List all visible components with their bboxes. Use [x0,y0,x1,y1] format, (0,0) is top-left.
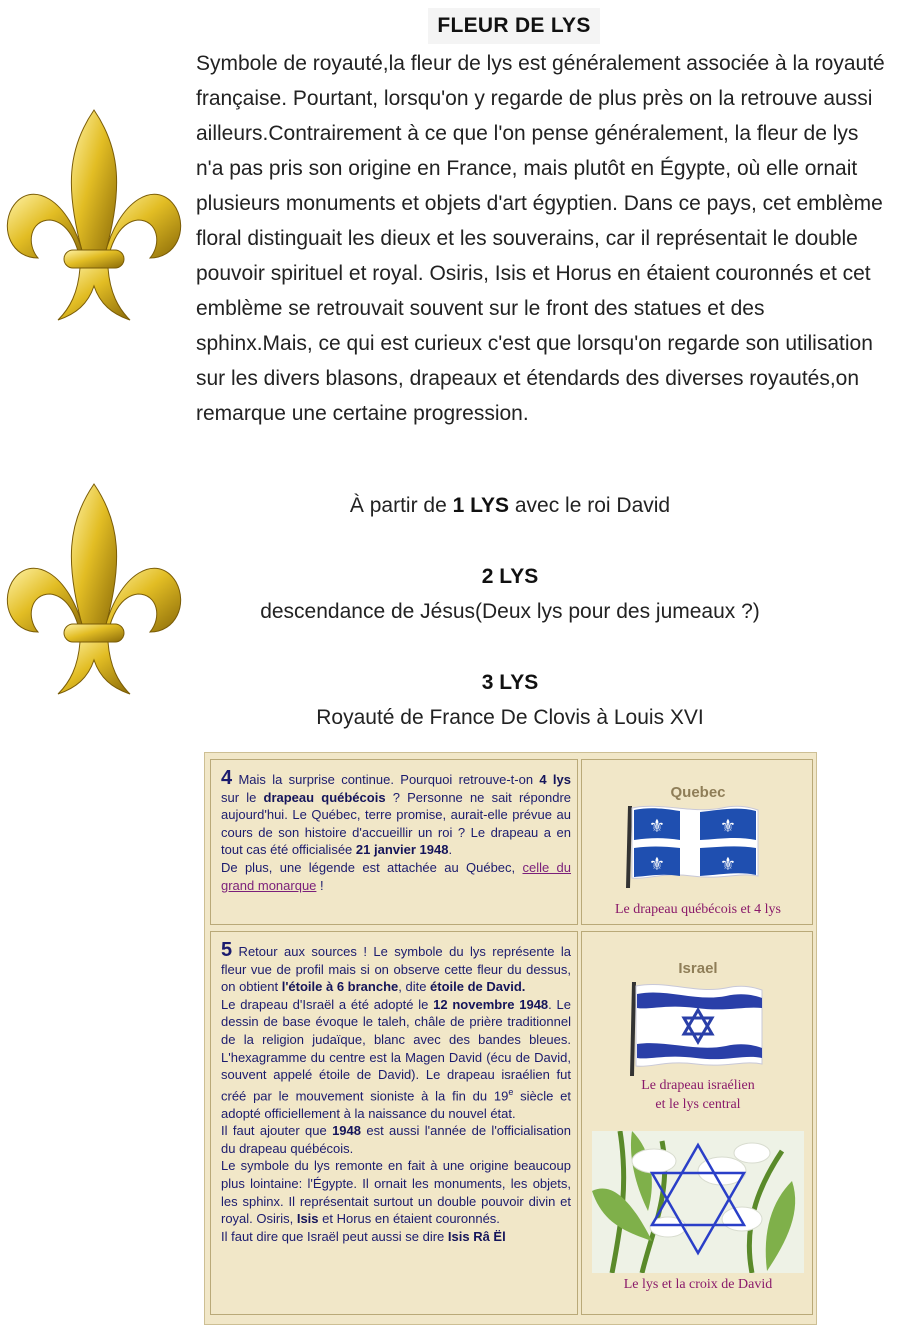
lys-2-text: descendance de Jésus(Deux lys pour des jumeaux ?) [260,600,760,623]
block-5-text [221,939,571,1245]
fleur-de-lys-image-bottom [0,482,188,702]
block-5-p1d: étoile de David. [430,979,526,995]
lys-1-pre: À partir de [349,494,453,517]
israel-caption-2: et le lys central [655,1097,741,1112]
block-5-p1c: , dite [398,979,431,995]
block-5-p2a: Le drapeau d'Israël a été adopté le [221,996,434,1012]
block-4-b3: 21 janvier 1948 [355,842,449,858]
block-4-text [221,767,572,894]
lys-1-line [200,494,820,518]
lily-star-image [592,1131,804,1273]
block-4-t6: ! [316,877,324,893]
block-4-cell [210,759,578,925]
svg-text:⚜: ⚜ [719,816,737,836]
block-5-p4b: Isis [296,1211,319,1227]
block-5-p3a: Il faut ajouter que [221,1123,333,1139]
page-title: FLEUR DE LYS [428,8,600,44]
lys-2-heading [200,565,820,589]
block-5-p5b: Isis Râ Ël [447,1228,506,1244]
block-4-t5: De plus, une légende est attachée au Québec, [221,859,523,875]
israel-caption-1: Le drapeau israélien [641,1078,755,1093]
block-5-p1b: l'étoile à 6 branche [281,979,399,995]
israel-label: Israel [678,960,718,977]
israel-cell [581,931,813,1315]
block-5-p2c: . Le dessin de base évoque le taleh, châle de prière traditionnel de la religion judaïque, blanc avec des bandes bleues. L'hexagramme du centre est la Magen David (écu de David, souvent appelé étoile de David). Le drapeau israélien fut créé par le mouvement sioniste à la fin du 19 [221,996,571,1104]
quebec-caption: Le drapeau québécois et 4 lys [615,902,781,917]
block-5-p2sup: e [508,1086,514,1097]
block-4-number: 4 [221,767,233,789]
block-4-t2: sur le [221,789,264,805]
block-5-p3c: est aussi l'année de l'officialisation du drapeau québécois. [221,1123,571,1156]
block-5-p1a: Retour aux sources ! Le symbole du lys représente la fleur vue de profil mais si on observe cette fleur du dessus, on obtient [221,944,571,995]
block-5-p3b: 1948 [332,1123,361,1139]
block-5-p4a: Le symbole du lys remonte en fait à une origine beaucoup plus lointaine: l'Égypte. Il ornait les monuments, les objets, les sphinx. Il représentait surtout un double pouvoir divin et royal. Osiris, [221,1158,571,1227]
block-5-p5a: Il faut dire que Israël peut aussi se dire [221,1228,448,1244]
svg-text:⚜: ⚜ [648,816,666,836]
quebec-label: Quebec [670,784,726,801]
block-4-t4: . [448,842,453,858]
fleur-de-lys-image-top [0,108,188,328]
lys-2-head: 2 LYS [481,565,539,588]
block-5-number: 5 [221,939,233,961]
lily-caption: Le lys et la croix de David [623,1277,773,1292]
grand-monarque-link[interactable]: celle du grand monarque [221,859,572,893]
block-5-cell [210,931,578,1315]
lys-1-post: avec le roi David [509,494,671,517]
quebec-flag-image [622,800,762,890]
parchment-table [204,752,817,1325]
israel-flag-image [626,978,766,1078]
lys-1-bold: 1 LYS [452,494,510,517]
block-4-b2: drapeau québécois [263,789,386,805]
intro-paragraph: Symbole de royauté,la fleur de lys est généralement associée à la royauté française. Pourtant, lorsqu'on y regarde de plus près on la retrouve aussi ailleurs.Contrairement à ce que l'on pense généralement, la fleur de lys n'a pas pris son origine en France, mais plutôt en Égypte, où elle ornait plusieurs monuments et objets d'art égyptien. Dans ce pays, cet emblème floral distinguait les dieux et les souverains, car il représentait le double pouvoir spirituel et royal. Osiris, Isis et Horus en étaient couronnés et cet emblème se retrouvait souvent sur le front des statues et des sphinx.Mais, ce qui est curieux c'est que lorsqu'on regarde son utilisation sur les divers blasons, drapeaux et étendards des diverses royautés,on remarque une certaine progression. [196,52,885,425]
block-4-t3: ? Personne ne sait répondre aujourd'hui. Le Québec, terre promise, aurait-elle prévue au cours de son histoire d'accueillir un roi ? Le drapeau a en tout cas été officialisée [221,789,572,858]
block-5-p4c: et Horus en étaient couronnés. [318,1211,500,1227]
block-5-p2d: siècle et adopté officiellement à la naissance du nouvel état. [221,1088,571,1121]
block-4-t1: Mais la surprise continue. Pourquoi retrouve-t-on [232,772,540,787]
block-4-b1: 4 lys [539,772,571,787]
svg-text:⚜: ⚜ [719,854,737,874]
lys-3-text: Royauté de France De Clovis à Louis XVI [316,706,704,729]
lys-3-heading [200,671,820,695]
quebec-cell [581,759,813,925]
lys-3-head: 3 LYS [481,671,539,694]
block-5-p2b: 12 novembre 1948 [433,996,549,1012]
svg-text:⚜: ⚜ [648,854,666,874]
